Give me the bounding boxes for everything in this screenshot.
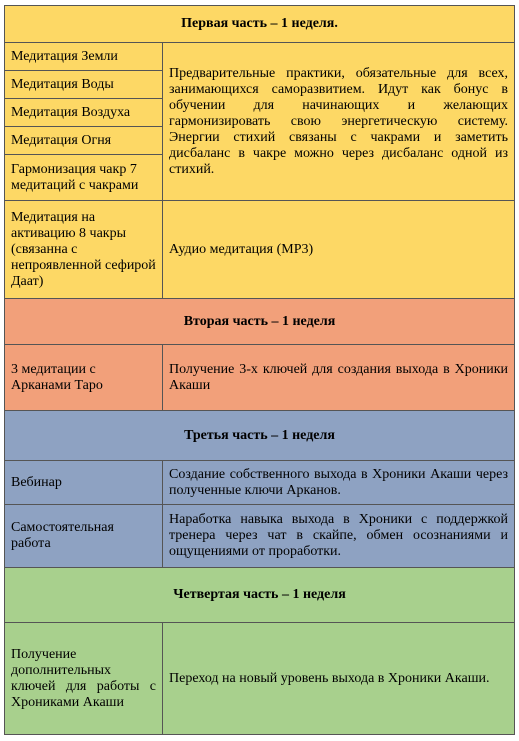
part3-title: Третья часть – 1 неделя xyxy=(5,411,515,461)
part2-desc: Получение 3-х ключей для создания выхода в Хроники Акаши xyxy=(163,345,515,411)
part4-item: Получение дополнительных ключей для работы с Хрониками Акаши xyxy=(5,623,163,735)
part3-item-webinar: Вебинар xyxy=(5,461,163,505)
part3-header-row xyxy=(5,411,515,461)
part1-item-fire: Медитация Огня xyxy=(5,127,163,155)
part4-header-row xyxy=(5,568,515,623)
course-schedule-table xyxy=(4,5,515,735)
part3-row xyxy=(5,505,515,568)
part1-activation-item: Медитация на активацию 8 чакры (связанна с непроявленной сефирой Даат) xyxy=(5,201,163,299)
part1-description: Предварительные практики, обязательные для всех, занимающихся саморазвитием. Идут как бонус в обучении для начинающих и желающих гармонизировать свою энергетическую систему. Энергии стихий связаны с чакрами и заметить дисбаланс в чакре можно через дисбаланс одной из стихий. xyxy=(163,43,515,201)
part2-item: 3 медитации с Арканами Таро xyxy=(5,345,163,411)
part4-title: Четвертая часть – 1 неделя xyxy=(5,568,515,623)
part1-item-water: Медитация Воды xyxy=(5,71,163,99)
part1-item-chakras: Гармонизация чакр 7 медитаций с чакрами xyxy=(5,155,163,201)
part2-row xyxy=(5,345,515,411)
part1-title: Первая часть – 1 неделя. xyxy=(5,6,515,43)
part2-header-row xyxy=(5,299,515,345)
part1-item-earth: Медитация Земли xyxy=(5,43,163,71)
part1-row xyxy=(5,43,515,71)
part1-item-air: Медитация Воздуха xyxy=(5,99,163,127)
part1-activation-desc: Аудио медитация (MP3) xyxy=(163,201,515,299)
part2-title: Вторая часть – 1 неделя xyxy=(5,299,515,345)
part1-header-row xyxy=(5,6,515,43)
part3-item-selfwork: Самостоятельная работа xyxy=(5,505,163,568)
part4-row xyxy=(5,623,515,735)
part1-activation-row xyxy=(5,201,515,299)
part3-row xyxy=(5,461,515,505)
part4-desc: Переход на новый уровень выхода в Хроники Акаши. xyxy=(163,623,515,735)
part3-desc-selfwork: Наработка навыка выхода в Хроники с поддержкой тренера через чат в скайпе, обмен осознаниями и ощущениями от проработки. xyxy=(163,505,515,568)
part3-desc-webinar: Создание собственного выхода в Хроники Акаши через полученные ключи Арканов. xyxy=(163,461,515,505)
